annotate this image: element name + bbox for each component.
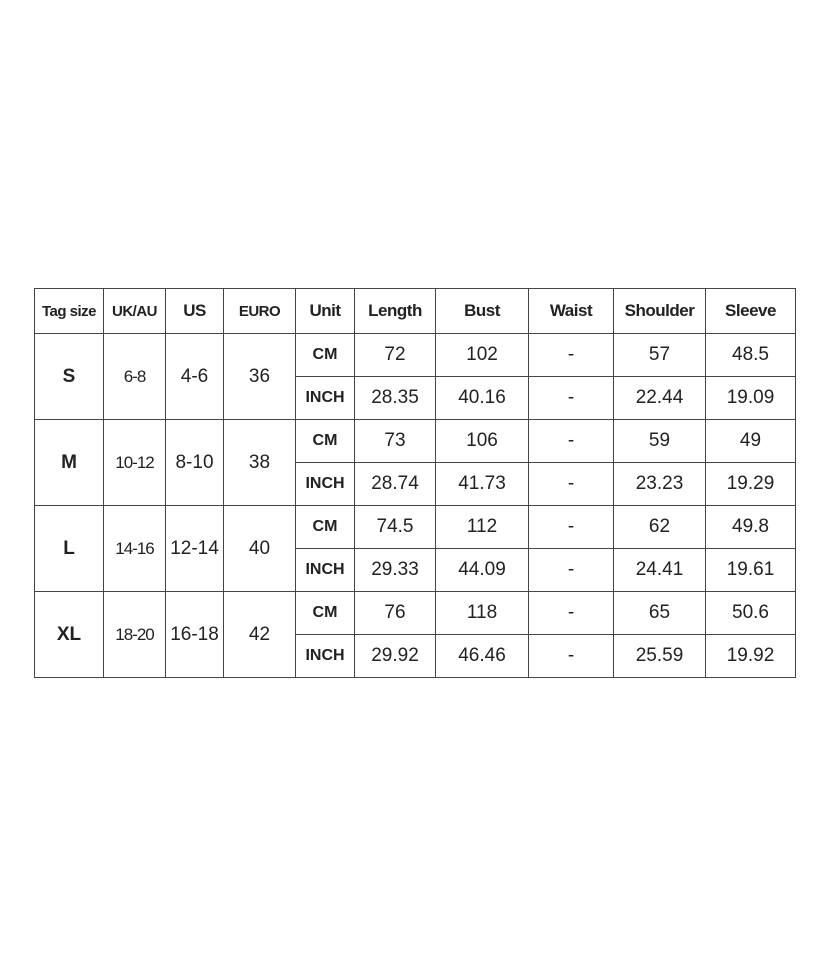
- shoulder-cell: 22.44: [614, 377, 706, 420]
- us-cell: 16-18: [166, 592, 224, 678]
- sleeve-cell: 19.09: [706, 377, 796, 420]
- size-chart-table: [34, 288, 796, 678]
- length-cell: 72: [355, 334, 436, 377]
- bust-cell: 46.46: [436, 635, 529, 678]
- shoulder-cell: 24.41: [614, 549, 706, 592]
- length-cell: 76: [355, 592, 436, 635]
- unit-cell: CM: [296, 592, 355, 635]
- waist-cell: -: [529, 420, 614, 463]
- uk-au-cell: 14-16: [104, 506, 166, 592]
- header-sleeve: Sleeve: [706, 289, 796, 334]
- waist-cell: -: [529, 549, 614, 592]
- waist-cell: -: [529, 635, 614, 678]
- header-waist: Waist: [529, 289, 614, 334]
- bust-cell: 41.73: [436, 463, 529, 506]
- unit-cell: CM: [296, 506, 355, 549]
- table-row: [35, 334, 796, 377]
- uk-au-cell: 10-12: [104, 420, 166, 506]
- euro-cell: 42: [224, 592, 296, 678]
- shoulder-cell: 25.59: [614, 635, 706, 678]
- euro-cell: 40: [224, 506, 296, 592]
- header-length: Length: [355, 289, 436, 334]
- header-unit: Unit: [296, 289, 355, 334]
- header-tag-size: Tag size: [35, 289, 104, 334]
- sleeve-cell: 19.29: [706, 463, 796, 506]
- shoulder-cell: 62: [614, 506, 706, 549]
- unit-cell: INCH: [296, 635, 355, 678]
- tag-size-cell: L: [35, 506, 104, 592]
- us-cell: 4-6: [166, 334, 224, 420]
- length-cell: 29.33: [355, 549, 436, 592]
- tag-size-cell: XL: [35, 592, 104, 678]
- sleeve-cell: 19.92: [706, 635, 796, 678]
- shoulder-cell: 57: [614, 334, 706, 377]
- tag-size-cell: M: [35, 420, 104, 506]
- euro-cell: 36: [224, 334, 296, 420]
- unit-cell: INCH: [296, 377, 355, 420]
- waist-cell: -: [529, 377, 614, 420]
- table-row: [35, 506, 796, 549]
- header-euro: EURO: [224, 289, 296, 334]
- euro-cell: 38: [224, 420, 296, 506]
- tag-size-cell: S: [35, 334, 104, 420]
- unit-cell: INCH: [296, 549, 355, 592]
- length-cell: 28.35: [355, 377, 436, 420]
- shoulder-cell: 59: [614, 420, 706, 463]
- unit-cell: CM: [296, 420, 355, 463]
- unit-cell: CM: [296, 334, 355, 377]
- table-row: [35, 592, 796, 635]
- waist-cell: -: [529, 592, 614, 635]
- sleeve-cell: 49: [706, 420, 796, 463]
- bust-cell: 102: [436, 334, 529, 377]
- header-shoulder: Shoulder: [614, 289, 706, 334]
- waist-cell: -: [529, 334, 614, 377]
- length-cell: 29.92: [355, 635, 436, 678]
- unit-cell: INCH: [296, 463, 355, 506]
- us-cell: 8-10: [166, 420, 224, 506]
- sleeve-cell: 50.6: [706, 592, 796, 635]
- uk-au-cell: 18-20: [104, 592, 166, 678]
- length-cell: 74.5: [355, 506, 436, 549]
- shoulder-cell: 65: [614, 592, 706, 635]
- waist-cell: -: [529, 463, 614, 506]
- bust-cell: 112: [436, 506, 529, 549]
- us-cell: 12-14: [166, 506, 224, 592]
- header-us: US: [166, 289, 224, 334]
- uk-au-cell: 6-8: [104, 334, 166, 420]
- bust-cell: 44.09: [436, 549, 529, 592]
- sleeve-cell: 49.8: [706, 506, 796, 549]
- table-row: [35, 420, 796, 463]
- header-uk-au: UK/AU: [104, 289, 166, 334]
- length-cell: 28.74: [355, 463, 436, 506]
- sleeve-cell: 19.61: [706, 549, 796, 592]
- sleeve-cell: 48.5: [706, 334, 796, 377]
- header-row: [35, 289, 796, 334]
- shoulder-cell: 23.23: [614, 463, 706, 506]
- bust-cell: 118: [436, 592, 529, 635]
- waist-cell: -: [529, 506, 614, 549]
- bust-cell: 106: [436, 420, 529, 463]
- length-cell: 73: [355, 420, 436, 463]
- bust-cell: 40.16: [436, 377, 529, 420]
- header-bust: Bust: [436, 289, 529, 334]
